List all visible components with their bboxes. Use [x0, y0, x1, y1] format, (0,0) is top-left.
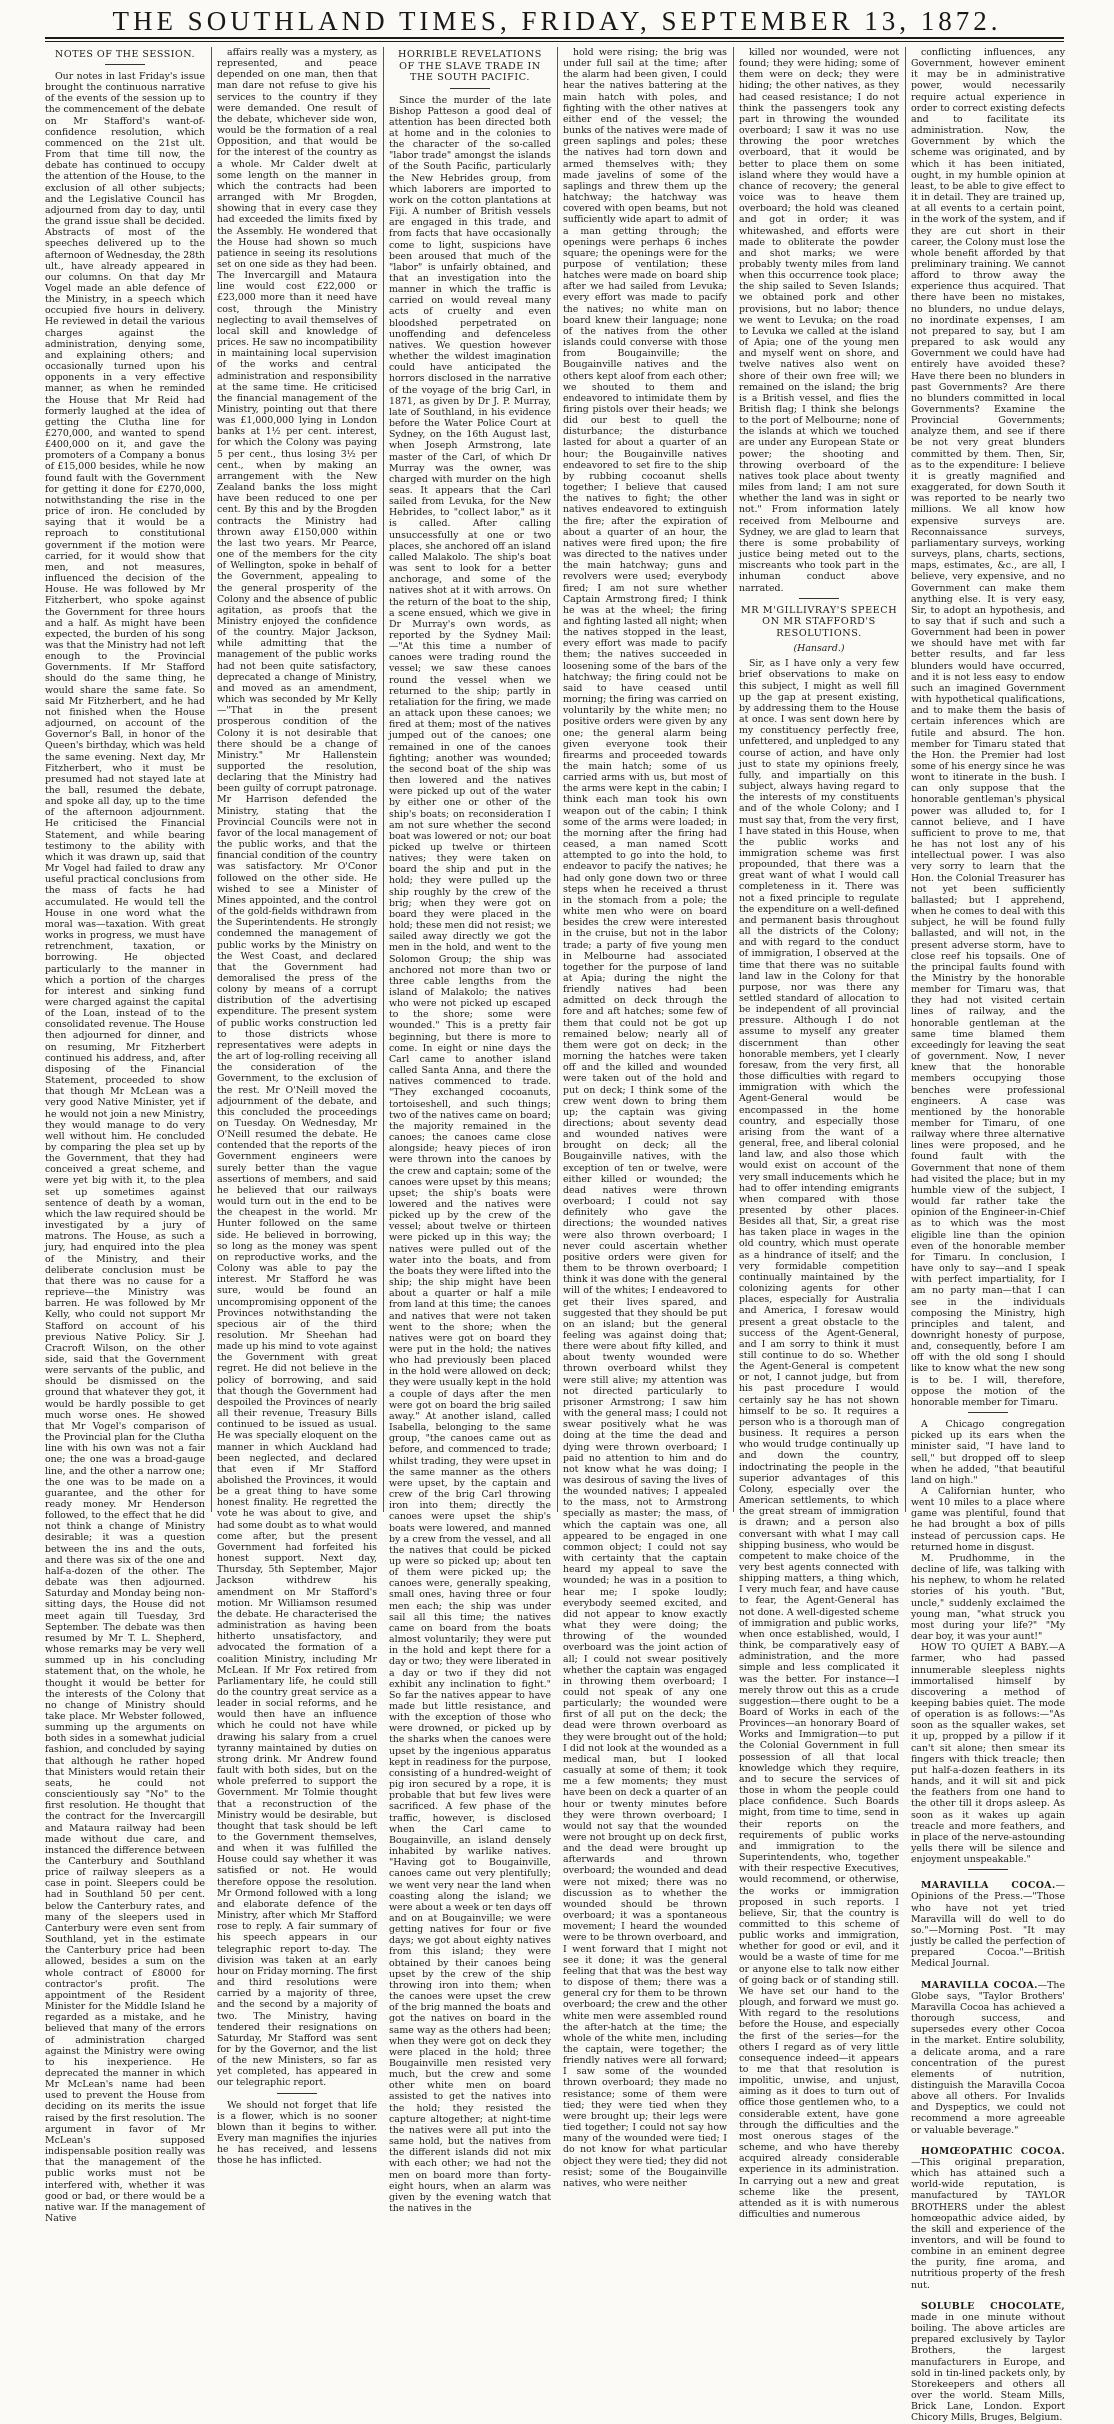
advert-title: HOMŒOPATHIC COCOA. [921, 2145, 1065, 2157]
advert-body: —This original preparation, which has attained such a world-wide reputation, is manufactured by TAYLOR BROTHERS under the ablest homœopathic advice aided, by the skill and experience of the inventors, and will be found to combine in an eminent degree the purity, fine aroma, and nutritious property of the fresh nut. [911, 2156, 1065, 2291]
column-separator [557, 47, 558, 1512]
article-heading-slave-trade: HORRIBLE REVELATIONS OF THE SLAVE TRADE IN THE SOUTH PACIFIC. [398, 49, 542, 83]
advert-homoeopathic-cocoa [911, 2146, 1065, 2291]
section-rule [968, 1869, 1008, 1870]
column-separator [211, 47, 212, 1512]
article-body-mgillivray: Sir, as I have only a very few brief observations to make on this subject, I might as well fill up the gap at present existing, by addressing them to the House at once. I was sent down here by my constituency perfectly free, unfettered, and unpledged to any course of action, and have only just to state my opinions freely, fully, and impartially on this subject, always having regard to the interests of my constituents and of the whole Colony; and I must say that, from the very first, I have stated in this House, when the public works and immigration scheme was first propounded, that there was a great want of what I would call completeness in it. There was not a fixed principle to regulate the expenditure on a well-defined and permanent basis throughout all the districts of the Colony; and with regard to the conduct of immigration, I observed at the time that there was no suitable land law in the Colony for that purpose, nor was there any settled standard of allocation to be independent of all provincial pressure. Although I do not assume to myself any greater discernment than other honorable members, yet I clearly foresaw, from the very first, all those difficulties with regard to immigration with which the Agent-General would be encompassed in the home country, and especially those arising from the want of a general, free, and liberal colonial land law, and also those which would exist on account of the very small inducements which he had to offer intending emigrants when compared with those presented by other places. Besides all that, Sir, a great rise has taken place in wages in the old country, which must operate as a hindrance of itself; and the very formidable competition continually maintained by the colonizing agents for other places, especially for Australia and America, I foresaw would present a great obstacle to the success of the Agent-General, and I am sorry to think it must still continue to do so. Whether the Agent-General is competent or not, I cannot judge, but from his past procedure I would certainly say he has not shown himself to be so. It requires a person who is a thorough man of business. It requires a person who would trudge continually up and down the country, indoctrinating the people in the superior advantages of this Colony, especially over the American settlements, to which the great stream of immigration is drawn; and a person also conversant with what I may call shipping business, who would be competent to make choice of the very best agents connected with shipping matters, a thing which, I very much fear, and have cause to fear, the Agent-General has not done. A well-digested scheme of immigration and public works, when once established, would, I think, be comparatively easy of administration, and the more simple and less complicated it was the better. For instance—I merely throw out this as a crude suggestion—there ought to be a Board of Works in each of the Provinces—an honorary Board of Works and Immigration—to put the Colonial Government in full possession of all that local knowledge which they require, and to secure the services of those in whom the people could place confidence. Such Boards might, from time to time, send in their reports on the requirements of public works and immigration to the Superintendents, who, together with their respective Executives, would recommend, or otherwise, the works or immigration proposed in such reports. I believe, Sir, that the country is committed to this scheme of public works and immigration, whether for good or evil, and it would be a waste of time for me or anyone else to talk now either of going back or of standing still. We have set our hand to the plough, and forward we must go. With regard to the resolutions before the House, and especially the first of the series—for the others I regard as of very little consequence indeed—it appears to me that that resolution is impolitic, unwise, and unjust, aiming as it does to turn out of office those gentlemen who, to a considerable extent, have gone through the difficulties and the most onerous stages of the scheme, and who have thereby acquired already considerable experience in its administration. In carrying out a new and great scheme like the present, attended as it is with numerous difficulties and numerous [739, 658, 899, 2221]
masthead-rule [45, 37, 1064, 39]
article-heading-mgillivray-speech: MR M'GILLIVRAY'S SPEECH ON MR STAFFORD'S RESOLUTIONS. [740, 604, 898, 639]
quiet-baby-title: HOW TO QUIET A BABY. [921, 1642, 1049, 1654]
quiet-baby-body: —A farmer, who had passed innumerable sleepless nights immortalised himself by discovering a method of keeping babies quiet. The mode of operation is as follows:—"As soon as the squaller wakes, set it up, propped by a pillow if it can't sit alone; then smear its fingers with thick treacle; then put half-a-dozen feathers in its hands, and it will sit and pick the feathers from one hand to the other till it drops asleep. As soon as it wakes up again treacle and more feathers, and in place of the nerve-astounding yells there will be silence and enjoyment unspeakable." [911, 1642, 1065, 1866]
paragraph-californian: A Californian hunter, who went 10 miles to a place where game was plentiful, found that he had brought a box of pills instead of percussion caps. He returned home in disgust. [911, 1486, 1065, 1553]
article-body-slave-trade-end: killed nor wounded, were not found; they were hiding; some of them were on deck; they were hiding; the other natives, as they had ceased resistance; I do not think the passengers took any part in throwing the wounded overboard; I saw it was no use throwing the poor wretches overboard, that it would be better to place them on some island where they would have a chance of recovery; the general voice was to heave them overboard; the hold was cleaned and got in order; it was whitewashed, and efforts were made to obliterate the powder and shot marks; we were probably twenty miles from land when this occurrence took place; the ship sailed to Seven Islands; we obtained pork and other provisions, but no labor; thence we went to Levuka; on the road to Levuka we called at the island of Apia; one of the young men and myself went on shore, and twelve natives also went on shore of their own free will; we remained on the island; the brig is a British vessel, and flies the British flag; I think she belongs to the port of Melbourne; none of the islands at which we touched are under any European State or power; the shooting and throwing overboard of the natives took place about twenty miles from land; I am not sure whether the land was in sight or not." From information lately received from Melbourne and Sydney, we are glad to learn that there is some probability of justice being meted out to the miscreants who took part in the inhuman conduct above narrated. [739, 47, 899, 594]
newspaper-columns [45, 47, 1065, 2424]
section-rule [277, 2093, 317, 2094]
advert-title: MARAVILLA COCOA. [921, 1979, 1038, 1991]
section-rule [968, 1412, 1008, 1413]
masthead [0, 6, 1114, 36]
heading-rule [450, 88, 490, 89]
column-1 [45, 47, 205, 2224]
heading-rule [105, 64, 145, 65]
article-body-slave-trade: Since the murder of the late Bishop Patteson a good deal of attention has been directed both at home and in the colonies to the character of the so-called "labor trade" amongst the islands of the South Pacific, particularly the New Hebrides group, from which laborers are imported to work on the cotton plantations at Fiji. A number of British vessels are engaged in this trade, and from facts that have occasionally come to light, suspicions have been aroused that much of the "labor" is unfairly obtained, and that an investigation into the manner in which the traffic is carried on would reveal many acts of cruelty and even bloodshed perpetrated on unoffending and defenceless natives. We question however whether the wildest imagination could have anticipated the horrors disclosed in the narrative of the voyage of the brig Carl, in 1871, as given by Dr J. P. Murray, late of Southland, in his evidence before the Water Police Court at Sydney, on the 16th August last, when Joseph Armstrong, late master of the Carl, of which Dr Murray was the owner, was charged with murder on the high seas. It appears that the Carl sailed from Levuka, for the New Hebrides, to "collect labor," as it is called. After calling unsuccessfully at one or two places, she anchored off an island called Malakolo. The ship's boat was sent to look for a better anchorage, and some of the natives shot at it with arrows. On the return of the boat to the ship, a scene ensued, which we give in Dr Murray's own words, as reported by the Sydney Mail:—"At this time a number of canoes were trading round the vessel; we saw these canoes round the vessel when we returned to the ship; partly in retaliation for the firing, we made an attack upon these canoes; we fired at them; most of the natives jumped out of the canoes; one remained in one of the canoes fighting; another was wounded; the second boat of the ship was then lowered and the natives were picked up out of the water by either one or other of the ship's boats; on reconsideration I am not sure whether the second boat was lowered or not; our boat picked up twelve or thirteen natives; they were taken on board the ship and put in the hold; they were pulled up the ship roughly by the crew of the brig; when they were got on board they were placed in the hold; these men did not resist; we sailed away directly we got the men in the hold, and went to the Solomon Group; the ship was anchored not more than two or three cable lengths from the island of Malakolo; the natives who were not picked up escaped to the shore; some were wounded." This is a pretty fair beginning, but there is more to come. In eight or nine days the Carl came to another island called Santa Anna, and there the natives commenced to trade. "They exchanged cocoanuts, tortoiseshell, and such things; two of the natives came on board; the majority remained in the canoes; the canoes came close alongside; heavy pieces of iron were thrown into the canoes by the crew and captain; some of the canoes were upset by this means; upset; the ship's boats were lowered and the natives were picked up by the crew of the vessel; about twelve or thirteen were picked up in this way; the natives were pulled out of the water into the boats, and from the boats they were lifted into the ship; the ship might have been about a quarter or half a mile from land at this time; the canoes and natives that were not taken went to the shore; when the natives were got on board they were put in the hold; the natives who had previously been placed in the hold were allowed on deck; they were usually kept in the hold a couple of days after the men were got on board the brig sailed away." At another island, called Isabella, belonging to the same group, "the canoes came out as before, and commenced to trade; whilst trading, they were upset in the same manner as the others were upset, by the captain and crew of the brig Carl throwing iron into them; directly the canoes were upset the ship's boats were lowered, and manned by a crew from the vessel, and all the natives that could be picked up were so picked up; about ten of them were picked up; the canoes were, generally speaking, small ones, having three or four men each; the ship was under sail all this time; the natives came on board from the boats almost voluntarily; they were put in the hold and kept there for a day or two; they were liberated in a day or two if they did not exhibit any inclination to fight." So far the natives appear to have made but little resistance, and with the exception of those who were drowned, or picked up by the sharks when the canoes were upset by the ingenious apparatus kept in readiness for the purpose, consisting of a hundred-weight of pig iron secured by a rope, it is probable that but few lives were sacrificed. A few phase of the traffic, however, is disclosed when the Carl came to Bougainville, an island densely inhabited by warlike natives. "Having got to Bougainville, canoes came out very plentifully; we went very near the land when coasting along the island; we were about a week or ten days off and on at Bougainville; we were getting natives for four or five days; we got about eighty natives from this island; they were obtained by their canoes being upset by the crew of the ship throwing iron into them; when the canoes were upset the crew of the brig manned the boats and got the natives on board in the same way as the others had been; when they were got on deck they were placed in the hold; three Bougainville men resisted very much, but the crew and some other white men on board assisted to get the natives into the hold; they resisted the capture altogether; at night-time the natives were all put into the same hold, but the natives from the different islands did not mix with each other; we had not the men on board more than forty-eight hours, when an alarm was given by the evening watch that the natives in the [389, 94, 551, 2215]
column-4 [563, 47, 727, 2189]
article-body-mgillivray-continued: conflicting influences, any Government, however eminent it may be in administrative power, would necessarily require actual experience in order to correct existing defects and to facilitate its administration. Now, the Government by which the scheme was originated, and by which it has been initiated, ought, in my humble opinion at least, to be able to give effect to it in detail. They are trained up, at all events to a certain point, in the work of the system, and if they are cut short in their career, the Colony must lose the whole benefit afforded by that preliminary training. We cannot afford to throw away the experience thus acquired. That there have been no mistakes, no blunders, no undue delays, no inordinate expenses, I am not prepared to say, but I am prepared to ask would any Government we could have had entirely have avoided these? Have there been no blunders in past Governments? Are there no blunders committed in local Governments? Examine the Provincial Governments; analyze them, and see if there be not very great blunders committed by them. Then, Sir, as to the expenditure: I believe it is greatly magnified and exaggerated, for down South it was reported to be nearly two millions. We all know how expensive surveys are. Reconnaissance surveys, parliamentary surveys, working surveys, plans, charts, sections, maps, estimates, &c., are all, I believe, very expensive, and no Government can make them anything else. It is very easy, Sir, to adopt an hypothesis, and to say that if such and such a Government had been in power we should have met with far better results, and far less blunders would have occurred, and it is not less easy to endow such an imagined Government with hypothetical qualifications, and to make them the basis of certain inferences which are futile and absurd. The hon. member for Timaru stated that the Hon. the Premier had lost some of his energy since he was wont to itinerate in the bush. I can only suppose that the honorable gentleman's physical power was alluded to, for I cannot believe, and I have sufficient to prove to me, that he has not lost any of his intellectual power. I was also very sorry to learn that the Hon. the Colonial Treasurer has not yet been sufficiently ballasted; but I apprehend, when he comes to deal with this subject, he will be found fully ballasted, and will not, in the present adverse storm, have to close reef his topsails. One of the principal faults found with the Ministry by the honorable member for Timaru was, that they had not visited certain lines of railway, and the honorable gentleman at the same time blamed them exceedingly for leaving the seat of government. Now, I never knew that the honorable members occupying those benches were professional engineers. A case was mentioned by the honorable member for Timaru, of one railway where three alternative lines were proposed, and he found fault with the Government that none of them had visited the place; but in my humble view of the subject, I would far rather take the opinion of the Engineer-in-Chief as to which was the most eligible line than the opinion even of the honorable member for Timaru. In conclusion, I have only to say—and I speak with perfect impartiality, for I am no party man—that I can see in the individuals composing the Ministry, high principles and talent, and downright honesty of purpose, and, consequently, before I am off with the old song I should like to know what the new song is to be. I will, therefore, oppose the motion of the honorable member for Timaru. [911, 47, 1065, 1408]
article-body-notes-continued: affairs really was a mystery, as represented, and peace depended on one man, then that man dare not refuse to give his services to the country if they were demanded. One result of the debate, whichever side won, would be the formation of a real Opposition, and that would be for the interest of the country as a whole. Mr Calder dwelt at some length on the manner in which the contracts had been arranged with Mr Brogden, showing that in every case they had exceeded the limits fixed by the Assembly. He wondered that the House had shown so much patience in seeing its resolutions set on one side as they had been. The Invercargill and Mataura line would cost £22,000 or £23,000 more than it need have cost, through the Ministry neglecting to avail themselves of local skill and knowledge of prices. He saw no incompatibility in maintaining local supervision of the works and central administration and responsibility at the same time. He criticised the financial management of the Ministry, pointing out that there was £1,000,000 lying in London banks at 1½ per cent. interest, for which the Colony was paying 5 per cent., thus losing 3½ per cent., when by making an arrangement with the New Zealand banks the loss might have been reduced to one per cent. By this and by the Brogden contracts the Ministry had thrown away £150,000 within the last two years. Mr Pearce, one of the members for the city of Wellington, spoke in behalf of the Government, appealing to the general prosperity of the Colony and the absence of public agitation, as proofs that the Ministry enjoyed the confidence of the country. Major Jackson, while admitting that the management of the public works had not been quite satisfactory, deprecated a change of Ministry, and moved as an amendment, which was seconded by Mr Kelly—"That in the present prosperous condition of the Colony it is not desirable that there should be a change of Ministry." Mr Hallenstein supported the resolution, declaring that the Ministry had been guilty of corrupt patronage. Mr Harrison defended the Ministry, stating that the Provincial Councils were not in favor of the local management of the public works, and that the financial condition of the country was satisfactory. Mr O'Conor followed on the other side. He wished to see a Minister of Mines appointed, and the control of the gold-fields withdrawn from the Superintendents. He strongly condemned the management of public works by the Ministry on the West Coast, and declared that the Government had demoralised the press of the colony by means of a corrupt distribution of the advertising expenditure. The present system of public works construction led to those districts whose representatives were adepts in the art of log-rolling receiving all the consideration of the Government, to the exclusion of the rest. Mr O'Neill moved the adjournment of the debate, and this concluded the proceedings on Tuesday. On Wednesday, Mr O'Neill resumed the debate. He contended that the reports of the Government engineers were surely better than the vague assertions of members, and said he believed that our railways would turn out in the end to be the cheapest in the world. Mr Hunter followed on the same side. He believed in borrowing, so long as the money was spent on reproductive works, and the Colony was able to pay the interest. Mr Stafford he was sure, would be found an uncompromising opponent of the Provinces notwithstanding the specious air of the third resolution. Mr Sheehan had made up his mind to vote against the Government with great regret. He did not believe in the policy of borrowing, and said that though the Government had despoiled the Provinces of nearly all their revenue, Treasury Bills continued to be issued as usual. He was specially eloquent on the manner in which Auckland had been neglected, and declared that even if Mr Stafford abolished the Provinces, it would be a great thing to have some honest finality. He regretted the vote he was about to give, and had some doubt as to what would come after, but the present Government had forfeited his honest support. Next day, Thursday, 5th September, Major Jackson withdrew his amendment on Mr Stafford's motion. Mr Williamson resumed the debate. He characterised the administration as having been hitherto unsatisfactory, and advocated the formation of a coalition Ministry, including Mr McLean. If Mr Fox retired from Parliamentary life, he could still do the country great service as a leader in social reforms, and he would then have an influence which he could not have while drawing his salary from a cruel tyranny maintained by duties on strong drink. Mr Andrew found fault with both sides, but on the whole preferred to support the Government. Mr Tolmie thought that a reconstruction of the Ministry would be desirable, but thought that task should be left to the Government themselves, and when it was fulfilled the House could say whether it was satisfied or not. He would therefore oppose the resolution. Mr Ormond followed with a long and elaborate defence of the Ministry, after which Mr Stafford rose to reply. A fair summary of his speech appears in our telegraphic report to-day. The division was taken at an early hour on Friday morning. The first and third resolutions were carried by a majority of three, and the second by a majority of two. The Ministry, having tendered their resignations on Saturday, Mr Stafford was sent for by the Governor, and the list of the new Ministers, so far as yet completed, has appeared in our telegraphic report. [217, 47, 377, 2089]
masthead-title: THE SOUTHLAND TIMES, FRIDAY, SEPTEMBER 13, 1872. [112, 6, 1002, 36]
article-heading-notes-of-session: NOTES OF THE SESSION. [55, 49, 195, 60]
column-separator [905, 47, 906, 1512]
advert-maravilla-2 [911, 1980, 1065, 2136]
column-2 [217, 47, 377, 2167]
article-source: (Hansard.) [793, 643, 845, 655]
section-rule [799, 598, 839, 599]
column-5 [739, 47, 899, 2221]
advert-maravilla-1 [911, 1880, 1065, 1969]
advert-body: made in one minute without boiling. The above articles are prepared exclusively by Taylor Brothers, the largest manufacturers in Europe, and sold in tin-lined packets only, by Storekeepers and others all over the world. Steam Mills, Brick Lane, London. Export Chicory Mills, Bruges, Belgium. [911, 2311, 1065, 2424]
paragraph-chicago: A Chicago congregation picked up its ears when the minister said, "I have land to sell," but dropped off to sleep when he added, "that beautiful land on high." [911, 1419, 1065, 1486]
advert-body: —The Globe says, "Taylor Brothers' Maravilla Cocoa has achieved a thorough success, and supersedes every other Cocoa in the market. Entire solubility, a delicate aroma, and a rare concentration of the purest elements of nutrition, distinguish the Maravilla Cocoa above all others. For Invalids and Dyspeptics, we could not recommend a more agreeable or valuable beverage." [911, 1979, 1065, 2136]
column-3 [389, 47, 551, 2215]
paragraph-quiet-baby [911, 1642, 1065, 1865]
filler-paragraph: We should not forget that life is a flower, which is no sooner blown than it begins to wither. Every man magnifies the injuries he has received, and lessens those he has inflicted. [217, 2099, 377, 2167]
article-body-notes: Our notes in last Friday's issue brought the continuous narrative of the events of the session up to the commencement of the debate on Mr Stafford's want-of-confidence resolution, which commenced on the 21st ult. From that time till now, the debate has continued to occupy the attention of the House, to the exclusion of all other subjects; and the Legislative Council has adjourned from day to day, until the grand issue shall be decided. Abstracts of most of the speeches delivered up to the afternoon of Wednesday, the 28th ult., have already appeared in our columns. On that day Mr Vogel made an able defence of the Ministry, in a speech which occupied five hours in delivery. He reviewed in detail the various charges against the administration, denying some, and explaining others; and occasionally turned upon his opponents in a very effective manner, as when he reminded the House that Mr Reid had formerly laughed at the idea of getting the Clutha line for £270,000, and wanted to spend £400,000 on it, and gave the promoters of a Company a bonus of £15,000 besides, while he now found fault with the Government for getting it done for £270,000, notwithstanding the rise in the price of iron. He concluded by saying that it would be a reproach to constitutional government if the motion were carried, for it would show that men, and not measures, influenced the decision of the House. He was followed by Mr Fitzherbert, who spoke against the Government for three hours and a half. As might have been expected, the burden of his song was that the Ministry had not left enough to the Provincial Governments. If Mr Stafford should do the same thing, he would share the same fate. So said Mr Fitzherbert, and he had not finished when the House adjourned, on account of the Governor's Ball, in honor of the Queen's birthday, which was held the same evening. Next day, Mr Fitzherbert, who it must be presumed had not stayed late at the ball, resumed the debate, and spoke all day, up to the time of the afternoon adjournment. He criticised the Financial Statement, and while bearing testimony to the ability with which it was drawn up, said that Mr Vogel had failed to draw any useful practical conclusions from the mass of facts he had accumulated. He would tell the House in one word what the moral was—taxation. With great works in progress, we must have retrenchment, taxation, or borrowing. He objected particularly to the manner in which a portion of the charges for interest and sinking fund were charged against the capital of the Loan, instead of to the consolidated revenue. The House then adjourned for dinner, and on resuming, Mr Fitzherbert continued his address, and, after disposing of the Financial Statement, proceeded to show that though Mr McLean was a very good Native Minister, yet if he would not join a new Ministry, they would manage to do very well without him. He concluded by comparing the plea set up by the Government, that they had conceived a great scheme, and were yet big with it, to the plea set up sometimes against sentence of death by a woman, which the law required should be investigated by a jury of matrons. The House, as such a jury, had enquired into the plea of the Ministry, and their deliberate conclusion must be that there was no cause for a reprieve—the Ministry was barren. He was followed by Mr Kelly, who could not support Mr Stafford on account of his previous Native Policy. Sir J. Cracroft Wilson, on the other side, said that the Government were servants of the public, and should be dismissed on the ground that whatever they got, it would be hardly possible to get much worse ones. He showed that Mr Vogel's comparison of the Provincial plan for the Clutha line with his own was not a fair one; the one was a broad-gauge line, and the other a narrow one; the one was to be made on a guarantee, and the other for ready money. Mr Henderson followed, to the effect that he did not think a change of Ministry desirable; it was a question between the ins and the outs, and there was six of the one and half-a-dozen of the other. The debate was then adjourned. Saturday and Monday being non-sitting days, the House did not meet again till Tuesday, 3rd September. The debate was then resumed by Mr T. L. Shepherd, whose remarks may be very well summed up in his concluding statement that, on the whole, he thought it would be better for the interests of the Colony that no change of Ministry should take place. Mr Webster followed, summing up the arguments on both sides in a somewhat judicial fashion, and concluded by saying that although he rather hoped that Ministers would retain their seats, he could not conscientiously say "No" to the first resolution. He thought that the contract for the Invercargill and Mataura railway had been made without due care, and instanced the difference between the Canterbury and Southland price of railway sleepers as a case in point. Sleepers could be had in Southland 50 per cent. below the Canterbury rates, and many of the sleepers used in Canterbury were even sent from Southland, yet in the estimate the Canterbury price had been allowed, besides a sum on the whole contract of £8000 for contractor's profit. The appointment of the Resident Minister for the Middle Island he regarded as a mistake, and he believed that many of the errors of administration charged against the Ministry were owing to his inexperience. He deprecated the manner in which Mr McLean's name had been used to prevent the House from deciding on its merits the issue raised by the first resolution. The argument in favor of Mr McLean's supposed indispensable position really was that the management of the public works must not be interfered with, whether it was good or bad, or there would be a native war. If the management of Native [45, 71, 205, 2224]
advert-soluble-chocolate [911, 2301, 1065, 2424]
column-6 [911, 47, 1065, 2424]
advert-body: —Opinions of the Press.—"Those who have not yet tried Maravilla will do well to do so."—Morning Post. "It may justly be called the perfection of prepared Cocoa."—British Medical Journal. [911, 1880, 1065, 1970]
column-separator [733, 47, 734, 1512]
advert-title: SOLUBLE CHOCOLATE, [921, 2300, 1065, 2312]
masthead-rule-thin [45, 41, 1064, 42]
paragraph-prudhomme: M. Prudhomme, in the decline of life, was talking with his nephew, to whom he related stories of his youth. "But, uncle," suddenly exclaimed the young man, "what struck you most during your life?" "My dear boy, it was your aunt!" [911, 1552, 1065, 1643]
article-body-slave-trade-continued: hold were rising; the brig was under full sail at the time; after the alarm had been given, I could hear the natives battering at the main hatch with poles, and fighting with the other natives at either end of the vessel; the bunks of the natives were made of green saplings and poles; these the natives had torn down and armed themselves with; they made javelins of some of the saplings and threw them up the hatchway; the hatchway was covered with open beams, but not sufficiently wide apart to admit of a man getting through; the openings were perhaps 6 inches square; the openings were for the purpose of ventilation; these hatches were made on board ship after we had sailed from Levuka; every effort was made to pacify the natives; no white man on board knew their language; none of the natives from the other islands could converse with those from Bougainville; the Bougainville natives and the others kept aloof from each other; we shouted to them and endeavored to intimidate them by firing pistols over their heads; we did our best to quell the disturbance; the disturbance lasted for about a quarter of an hour; the Bougainville natives endeavored to set fire to the ship by rubbing cocoanut shells together; I believe that caused the natives to fight; the other natives endeavored to extinguish the fire; after the expiration of about a quarter of an hour, the natives were fired upon; the fire was directed to the natives under the main hatchway; guns and revolvers were used; everybody fired; I am not sure whether Captain Armstrong fired; I think he was at the wheel; the firing and fighting lasted all night; when the natives stopped in the least, every effort was made to pacify them; the natives succeeded in loosening some of the bars of the hatchway; the firing could not be said to have ceased until morning; the firing was carried on voluntarily by the white men; no positive orders were given by any one; the general alarm being given everyone took their firearms and proceeded towards the main hatch; some of us carried arms with us, but most of the arms were kept in the cabin; I think each man took his own weapon out of the cabin; I think some of the arms were loaded; in the morning after the firing had ceased, a man named Scott attempted to go into the hold, to endeavor to pacify the natives; he had only gone down two or three steps when he received a thrust in the stomach from a pole; the white men who were on board besides the crew were interested in the cruise, but not in the labor trade; a party of five young men in Melbourne had associated together for the purpose of land at Apia; during the night the friendly natives had been admitted on deck through the fore and aft hatches; some few of them that could not be got up remained below; nearly all of them were got on deck; in the morning the hatches were taken off and the killed and wounded were taken out of the hold and put on deck; I think some of the crew went down to bring them up; the captain was giving directions; about seventy dead and wounded natives were brought on deck; all the Bougainville natives, with the exception of ten or twelve, were either killed or wounded; the dead natives were thrown overboard; I could not say definitely who gave the directions; the wounded natives were also thrown overboard; I never could ascertain whether positive orders were given for them to be thrown overboard; I think it was done with the general will of the whites; I endeavored to get their lives spared, and suggested that they should be put on an island; but the general feeling was against doing that; there were about fifty killed, and about twenty wounded were thrown overboard whilst they were still alive; my attention was not directed particularly to prisoner Armstrong; I saw him with the general mass; I could not swear positively what he was doing at the time the dead and dying were thrown overboard; I paid no attention to him and do not know what he was doing; I was desirous of saving the lives of the wounded natives; I appealed to the mass, not to Armstrong specially as master; the mass, of which the captain was one, all appeared to be engaged in one common object; I could not say with certainty that the captain heard my appeal to save the wounded; he was in a position to hear me; I spoke loudly; everybody seemed excited, and did not appear to know exactly what they were doing; the throwing of the wounded overboard was the joint action of all; I could not swear positively whether the captain was engaged in throwing them overboard; I could not speak of any one particularly; the wounded were first of all put on the deck; the dead were thrown overboard as they were brought out of the hold; I did not look at the wounded as a medical man, but I looked casually at some of them; it took me a few moments; they must have been on deck a quarter of an hour or twenty minutes before they were thrown overboard; I would not say that the wounded were not brought up on deck first, and the dead were brought up afterwards and thrown overboard; the wounded and dead were not mixed; there was no discussion as to whether the wounded should be thrown overboard; it was a spontaneous movement; I heard the wounded were to be thrown overboard, and I went forward that I might not see it done; it was the general feeling that that was the best way to dispose of them; there was a general cry for them to be thrown overboard; the crew and the other white men were assembled round the after-hatch at the time; the whole of the white men, including the captain, were together; the friendly natives were all forward; I saw some of the wounded thrown overboard; they made no resistance; some of them were tied; they were tied when they were brought up; their legs were tied together; I could not say how many of the wounded were tied; I do not know for what particular object they were tied; they did not resist; some of the Bougainville natives, who were neither [563, 47, 727, 2189]
column-separator [383, 47, 384, 1512]
advert-title: MARAVILLA COCOA. [921, 1880, 1056, 1892]
